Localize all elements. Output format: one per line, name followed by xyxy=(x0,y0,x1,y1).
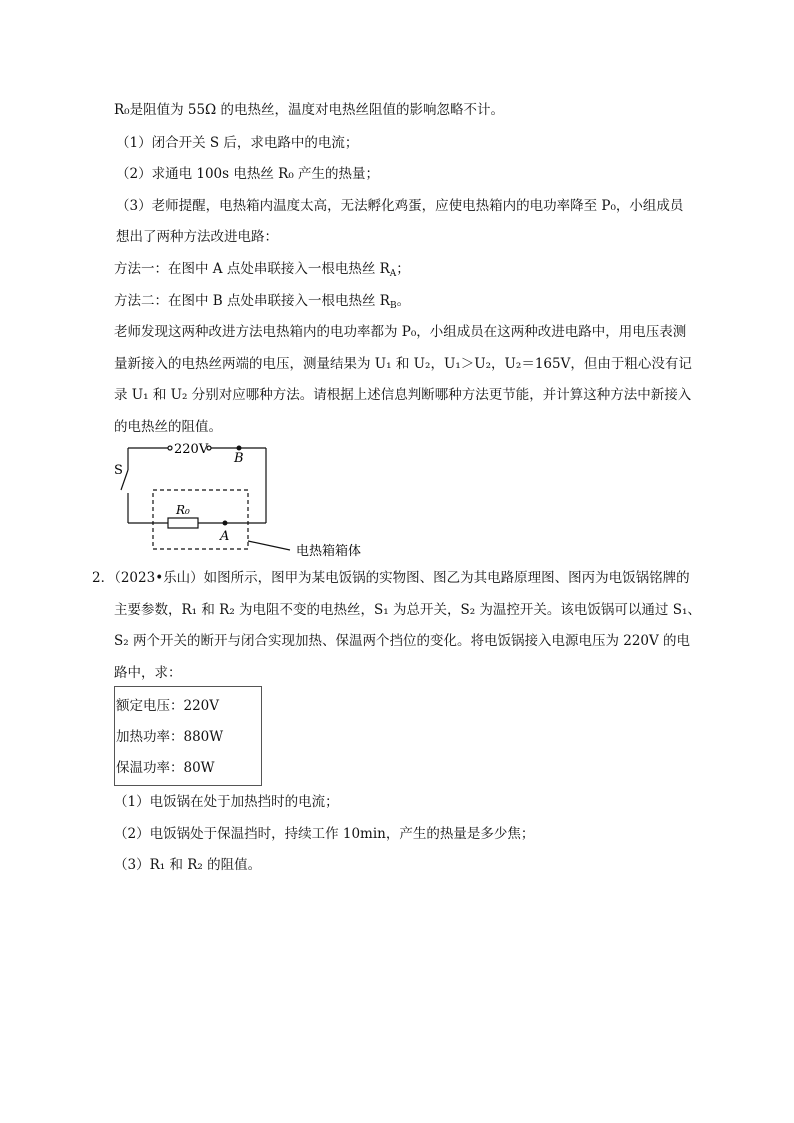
q2-sub3: （3）R₁ 和 R₂ 的阻值。 xyxy=(114,857,262,873)
q2-sub1: （1）电饭锅在处于加热挡时的电流； xyxy=(114,794,339,810)
resistor-r0 xyxy=(168,518,198,528)
method2-sub: B xyxy=(389,301,397,311)
q1-part2: （2）求通电 100s 电热丝 R₀ 产生的热量； xyxy=(116,166,380,182)
q2-line1: 2．（2023•乐山）如图所示，图甲为某电饭锅的实物图、图乙为其电路原理图、图丙为电饭锅铭牌的 xyxy=(92,570,690,586)
label-a: A xyxy=(220,529,230,544)
q1-part3-line1: （3）老师提醒，电热箱内温度太高，无法孵化鸡蛋，应使电热箱内的电功率降至 P₀，小组成员 xyxy=(116,198,684,214)
q1-teacher-line4: 的电热丝的阻值。 xyxy=(114,419,222,435)
r0-label: R₀ xyxy=(176,503,190,517)
q1-teacher-line1: 老师发现这两种改进方法电热箱内的电功率都为 P₀，小组成员在这两种改进电路中，用电压表测 xyxy=(114,324,687,340)
q1-part3-line2: 想出了两种方法改进电路： xyxy=(116,229,278,245)
q1-part1: （1）闭合开关 S 后，求电路中的电流； xyxy=(116,135,359,151)
method2-end: 。 xyxy=(396,293,411,309)
q1-teacher-line3: 录 U₁ 和 U₂ 分别对应哪种方法。请根据上述信息判断哪种方法更节能，并计算这种方法中新接入 xyxy=(114,387,692,403)
q2-sub2: （2）电饭锅处于保温挡时，持续工作 10min，产生的热量是多少焦； xyxy=(114,826,535,842)
q2-line4: 路中，求： xyxy=(114,665,182,681)
heater-box xyxy=(153,490,248,549)
label-b: B xyxy=(234,451,244,466)
method1-end: ； xyxy=(396,261,410,277)
q2-line3: S₂ 两个开关的断开与闭合实现加热、保温两个挡位的变化。将电饭锅接入电源电压为 220V 的电 xyxy=(114,633,691,649)
q2-line2: 主要参数，R₁ 和 R₂ 为电阻不变的电热丝，S₁ 为总开关，S₂ 为温控开关。该电饭锅可以通过 S₁、 xyxy=(114,602,701,618)
spec-rated-voltage: 额定电压：220V xyxy=(116,698,220,714)
method1-text: 方法一：在图中 A 点处串联接入一根电热丝 R xyxy=(114,261,390,277)
node-a xyxy=(223,521,228,526)
box-leader-line xyxy=(248,541,290,550)
spec-warm-power: 保温功率：80W xyxy=(116,760,215,776)
voltage-label: 220V xyxy=(174,442,209,457)
q1-intro: R₀是阻值为 55Ω 的电热丝，温度对电热丝阻值的影响忽略不计。 xyxy=(114,102,505,118)
q1-teacher-line2: 量新接入的电热丝两端的电压，测量结果为 U₁ 和 U₂，U₁＞U₂，U₂＝165V，但由于粗心没有记 xyxy=(114,356,692,372)
switch-label: S xyxy=(114,463,123,478)
method2-text: 方法二：在图中 B 点处串联接入一根电热丝 R xyxy=(114,293,390,309)
box-label: 电热箱箱体 xyxy=(296,544,362,559)
terminal-left xyxy=(168,446,172,450)
method1-sub: A xyxy=(389,269,397,279)
spec-heating-power: 加热功率：880W xyxy=(116,729,224,745)
node-b xyxy=(237,446,242,451)
